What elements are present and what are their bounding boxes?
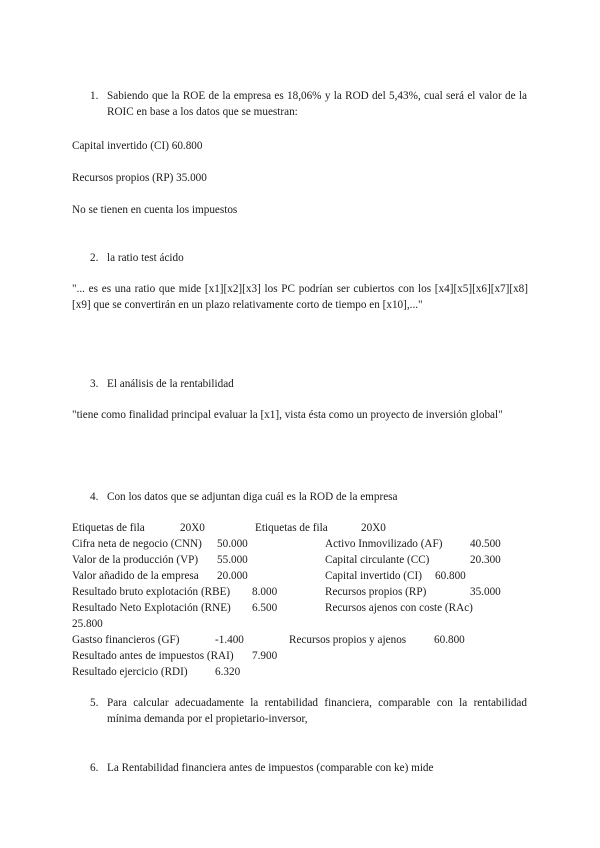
item-number-6: 6. [90,762,99,774]
row-label-left: Valor de la producción (VP) [72,554,199,566]
item-number-3: 3. [90,378,99,390]
row-label-right: Activo Inmovilizado (AF) [325,538,443,550]
item-number-2: 2. [90,252,99,264]
row-value-left: 50.000 [217,538,248,550]
item-number-5: 5. [90,697,99,709]
table-row [72,664,532,680]
table-row [72,600,532,616]
item-number-1: 1. [90,90,99,102]
capital-invertido-line: Capital invertido (CI) 60.800 [72,140,203,152]
row-label-left: 25.800 [72,618,103,630]
question-5-text: Para calcular adecuadamente la rentabilidad financiera, comparable con la rentabilidad mínima demanda por el propietario-inversor, [107,697,527,725]
impuestos-note: No se tienen en cuenta los impuestos [72,204,238,216]
row-value-left: 20.000 [217,570,248,582]
row-label-left: Gastso financieros (GF) [72,634,180,646]
row-label-right: Capital circulante (CC) [325,554,430,566]
table-row [72,648,532,664]
row-value-right: 40.500 [470,538,501,550]
row-value-right: 35.000 [470,586,501,598]
row-value-left: 8.000 [252,586,278,598]
row-value-left: -1.400 [215,634,244,646]
row-value-right: 60.800 [435,570,466,582]
header-right-year: 20X0 [361,522,386,534]
row-label-left: Valor añadido de la empresa [72,570,199,582]
header-left-year: 20X0 [180,522,205,534]
table-header [72,520,532,536]
question-4-text: Con los datos que se adjuntan diga cuál es la ROD de la empresa [107,491,398,503]
row-value-right: 60.800 [434,634,465,646]
question-2-text: la ratio test ácido [107,252,184,264]
row-value-left: 7.900 [252,650,278,662]
row-label-left: Resultado antes de impuestos (RAI) [72,650,234,662]
question-2-quote: "... es es una ratio que mide [x1][x2][x3] los PC podrían ser cubiertos con los [x4][x5][x6][x7][x8][x9] que se convertirán en un plazo relativamente corto de tiempo en [x10],..." [72,283,528,311]
question-3-text: El análisis de la rentabilidad [107,378,234,390]
row-value-left: 6.320 [215,666,241,678]
header-right-label: Etiquetas de fila [255,522,328,534]
table-row [72,584,532,600]
row-label-right: Recursos propios (RP) [325,586,427,598]
table-row [72,536,532,552]
question-6-text: La Rentabilidad financiera antes de impuestos (comparable con ke) mide [107,762,434,774]
table-row [72,552,532,568]
row-label-left: Resultado bruto explotación (RBE) [72,586,231,598]
row-label-right: Capital invertido (CI) [325,570,422,582]
row-label-right: Recursos ajenos con coste (RAc) [325,602,473,614]
question-1-text: Sabiendo que la ROE de la empresa es 18,06% y la ROD del 5,43%, cual será el valor de la ROIC en base a los datos que se muestran: [107,90,527,118]
table-row [72,568,532,584]
row-label-left: Cifra neta de negocio (CNN) [72,538,202,550]
row-label-left: Resultado Neto Explotación (RNE) [72,602,231,614]
row-value-right: 20.300 [470,554,501,566]
table-row [72,616,532,632]
header-left-label: Etiquetas de fila [72,522,145,534]
question-3-quote: "tiene como finalidad principal evaluar la [x1], vista ésta como un proyecto de inversión global" [72,409,503,421]
table-row [72,632,532,648]
recursos-propios-line: Recursos propios (RP) 35.000 [72,172,207,184]
item-number-4: 4. [90,491,99,503]
row-label-left: Resultado ejercicio (RDI) [72,666,188,678]
row-label-right: Recursos propios y ajenos [289,634,407,646]
row-value-left: 55.000 [217,554,248,566]
row-value-left: 6.500 [252,602,278,614]
